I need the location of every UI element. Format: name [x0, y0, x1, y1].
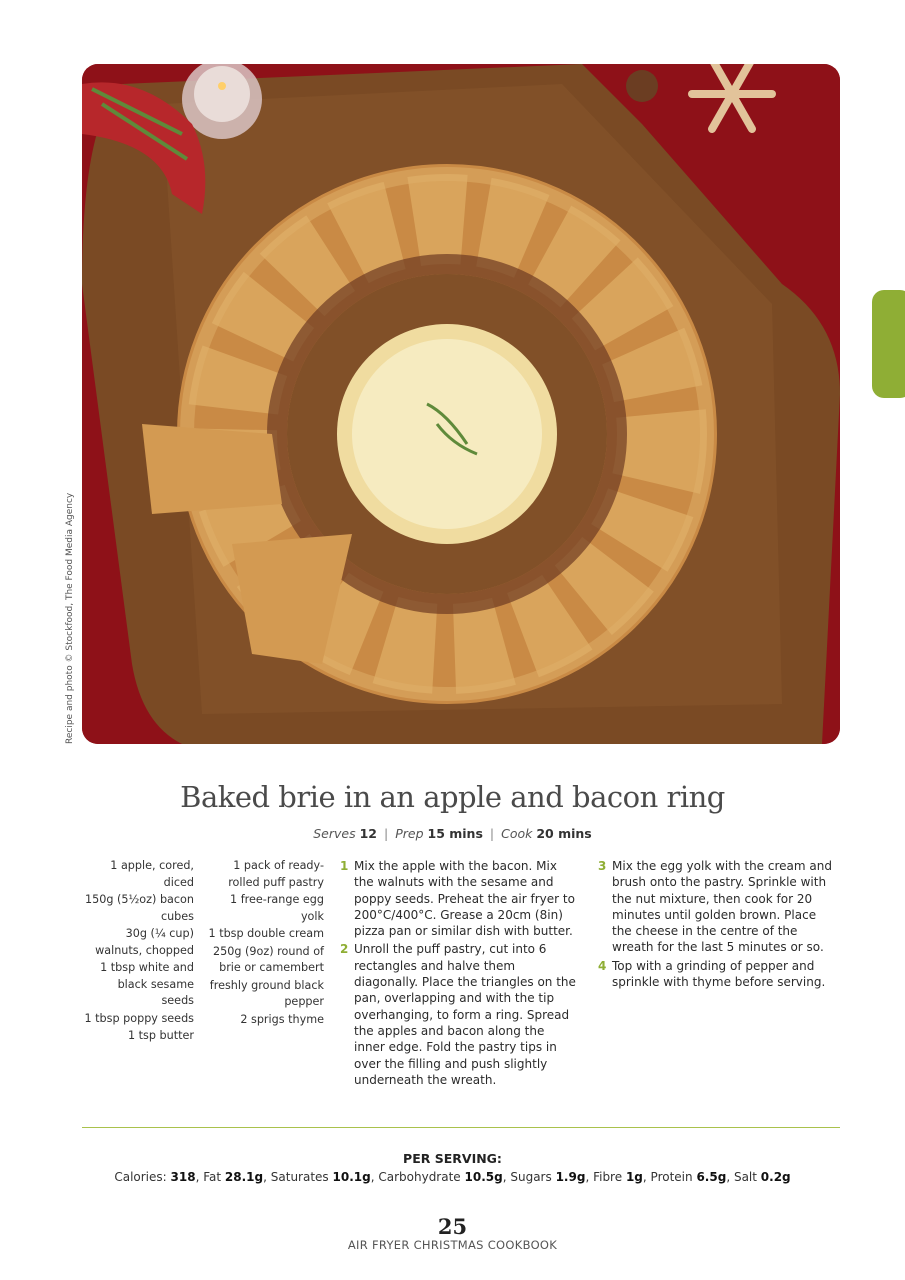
method-column-1 — [340, 858, 576, 1090]
ingredient-item: 1 tbsp double cream — [208, 927, 324, 940]
photo-credit: Recipe and photo © Stockfood, The Food Media Agency — [65, 492, 75, 744]
nutrition-label: Fibre — [593, 1170, 623, 1184]
ingredient-item: 2 sprigs thyme — [240, 1012, 324, 1026]
nutrition-value: 28.1g — [224, 1170, 264, 1184]
nutrition-label: Saturates — [270, 1170, 329, 1184]
ingredient-item: 1 tsp butter — [128, 1029, 194, 1042]
nutrition-value: 10.5g — [464, 1170, 503, 1184]
nutrition-value: 1.9g — [555, 1170, 586, 1184]
ingredient-item: 1 pack of ready-rolled puff pastry — [228, 859, 324, 889]
meta-separator: | — [489, 826, 495, 841]
nutrition-line: Calories: 318, Fat 28.1g, Saturates 10.1g, Carbohydrate 10.5g, Sugars 1.9g, Fibre 1g, Protein 6.5g, Salt 0.2g — [114, 1170, 791, 1184]
prep-value: 15 mins — [427, 826, 483, 841]
method-step — [598, 858, 834, 956]
baked-brie-illustration — [82, 64, 840, 744]
nutrition-label: Salt — [733, 1170, 757, 1184]
step-text: Unroll the puff pastry, cut into 6 rectangles and halve them diagonally. Place the triangles on the pan, overlapping and with the tip overhanging, to form a ring. Spread the apples and bacon along the inner edge. Fold the pastry tips in over the filling and push slightly underneath the wreath. — [354, 942, 576, 1087]
ingredient-item: freshly ground black pepper — [209, 978, 324, 1008]
meta-separator: | — [384, 826, 389, 841]
step-text: Mix the egg yolk with the cream and brush onto the pastry. Sprinkle with the nut mixture, then cook for 20 minutes until golden brown. Place the cheese in the centre of the wreath for the last 5 minutes or so. — [612, 859, 832, 955]
per-serving-heading: PER SERVING: — [403, 1151, 502, 1166]
book-title: AIR FRYER CHRISTMAS COOKBOOK — [347, 1238, 558, 1252]
nutrition-label: Sugars — [510, 1170, 552, 1184]
nutrition-value: 1g — [625, 1170, 643, 1184]
ingredients-column-2 — [204, 858, 324, 1029]
nutrition-value: 0.2g — [760, 1170, 791, 1184]
ingredient-item: 30g (¼ cup) walnuts, chopped — [95, 927, 194, 957]
recipe-photo — [82, 64, 840, 744]
method-step — [340, 858, 576, 939]
step-text: Mix the apple with the bacon. Mix the walnuts with the sesame and poppy seeds. Preheat the air fryer to 200°C/400°C. Grease a 20cm (8in) pizza pan or similar dish with butter. — [354, 859, 575, 939]
chapter-tab — [872, 290, 905, 398]
method-step — [598, 958, 834, 991]
nutrition-value: 10.1g — [332, 1170, 371, 1184]
prep-label: Prep — [395, 826, 424, 841]
step-number: 3 — [598, 859, 607, 873]
method-step — [340, 941, 576, 1088]
nutrition-label: Fat — [203, 1170, 222, 1184]
method-column-2 — [598, 858, 834, 992]
ingredient-item: 1 tbsp poppy seeds — [84, 1011, 194, 1025]
ingredient-item: 1 apple, cored, diced — [110, 859, 194, 889]
nutrition-label: Calories: — [114, 1170, 167, 1184]
section-divider — [82, 1127, 840, 1128]
step-number: 1 — [340, 859, 349, 873]
nutrition-value: 6.5g — [696, 1170, 727, 1184]
cook-label: Cook — [501, 826, 533, 841]
cook-value: 20 mins — [536, 826, 592, 841]
ingredients-column-1 — [84, 858, 194, 1046]
serves-label: Serves — [313, 826, 356, 841]
step-number: 2 — [340, 942, 349, 957]
ingredient-item: 1 tbsp white and black sesame seeds — [100, 961, 194, 1007]
step-number: 4 — [598, 958, 607, 973]
nutrition-value: 318 — [170, 1170, 196, 1184]
ingredient-item: 250g (9oz) round of brie or camembert — [213, 944, 324, 974]
nutrition-label: Carbohydrate — [378, 1170, 461, 1184]
page-number: 25 — [437, 1214, 468, 1239]
recipe-title: Baked brie in an apple and bacon ring — [180, 780, 725, 814]
ingredient-item: 1 free-range egg yolk — [230, 893, 324, 923]
ingredient-item: 150g (5½oz) bacon cubes — [84, 893, 194, 923]
step-text: Top with a grinding of pepper and sprinkle with thyme before serving. — [612, 958, 826, 990]
nutrition-label: Protein — [650, 1170, 693, 1184]
serves-value: 12 — [359, 826, 378, 841]
recipe-meta — [0, 826, 905, 841]
